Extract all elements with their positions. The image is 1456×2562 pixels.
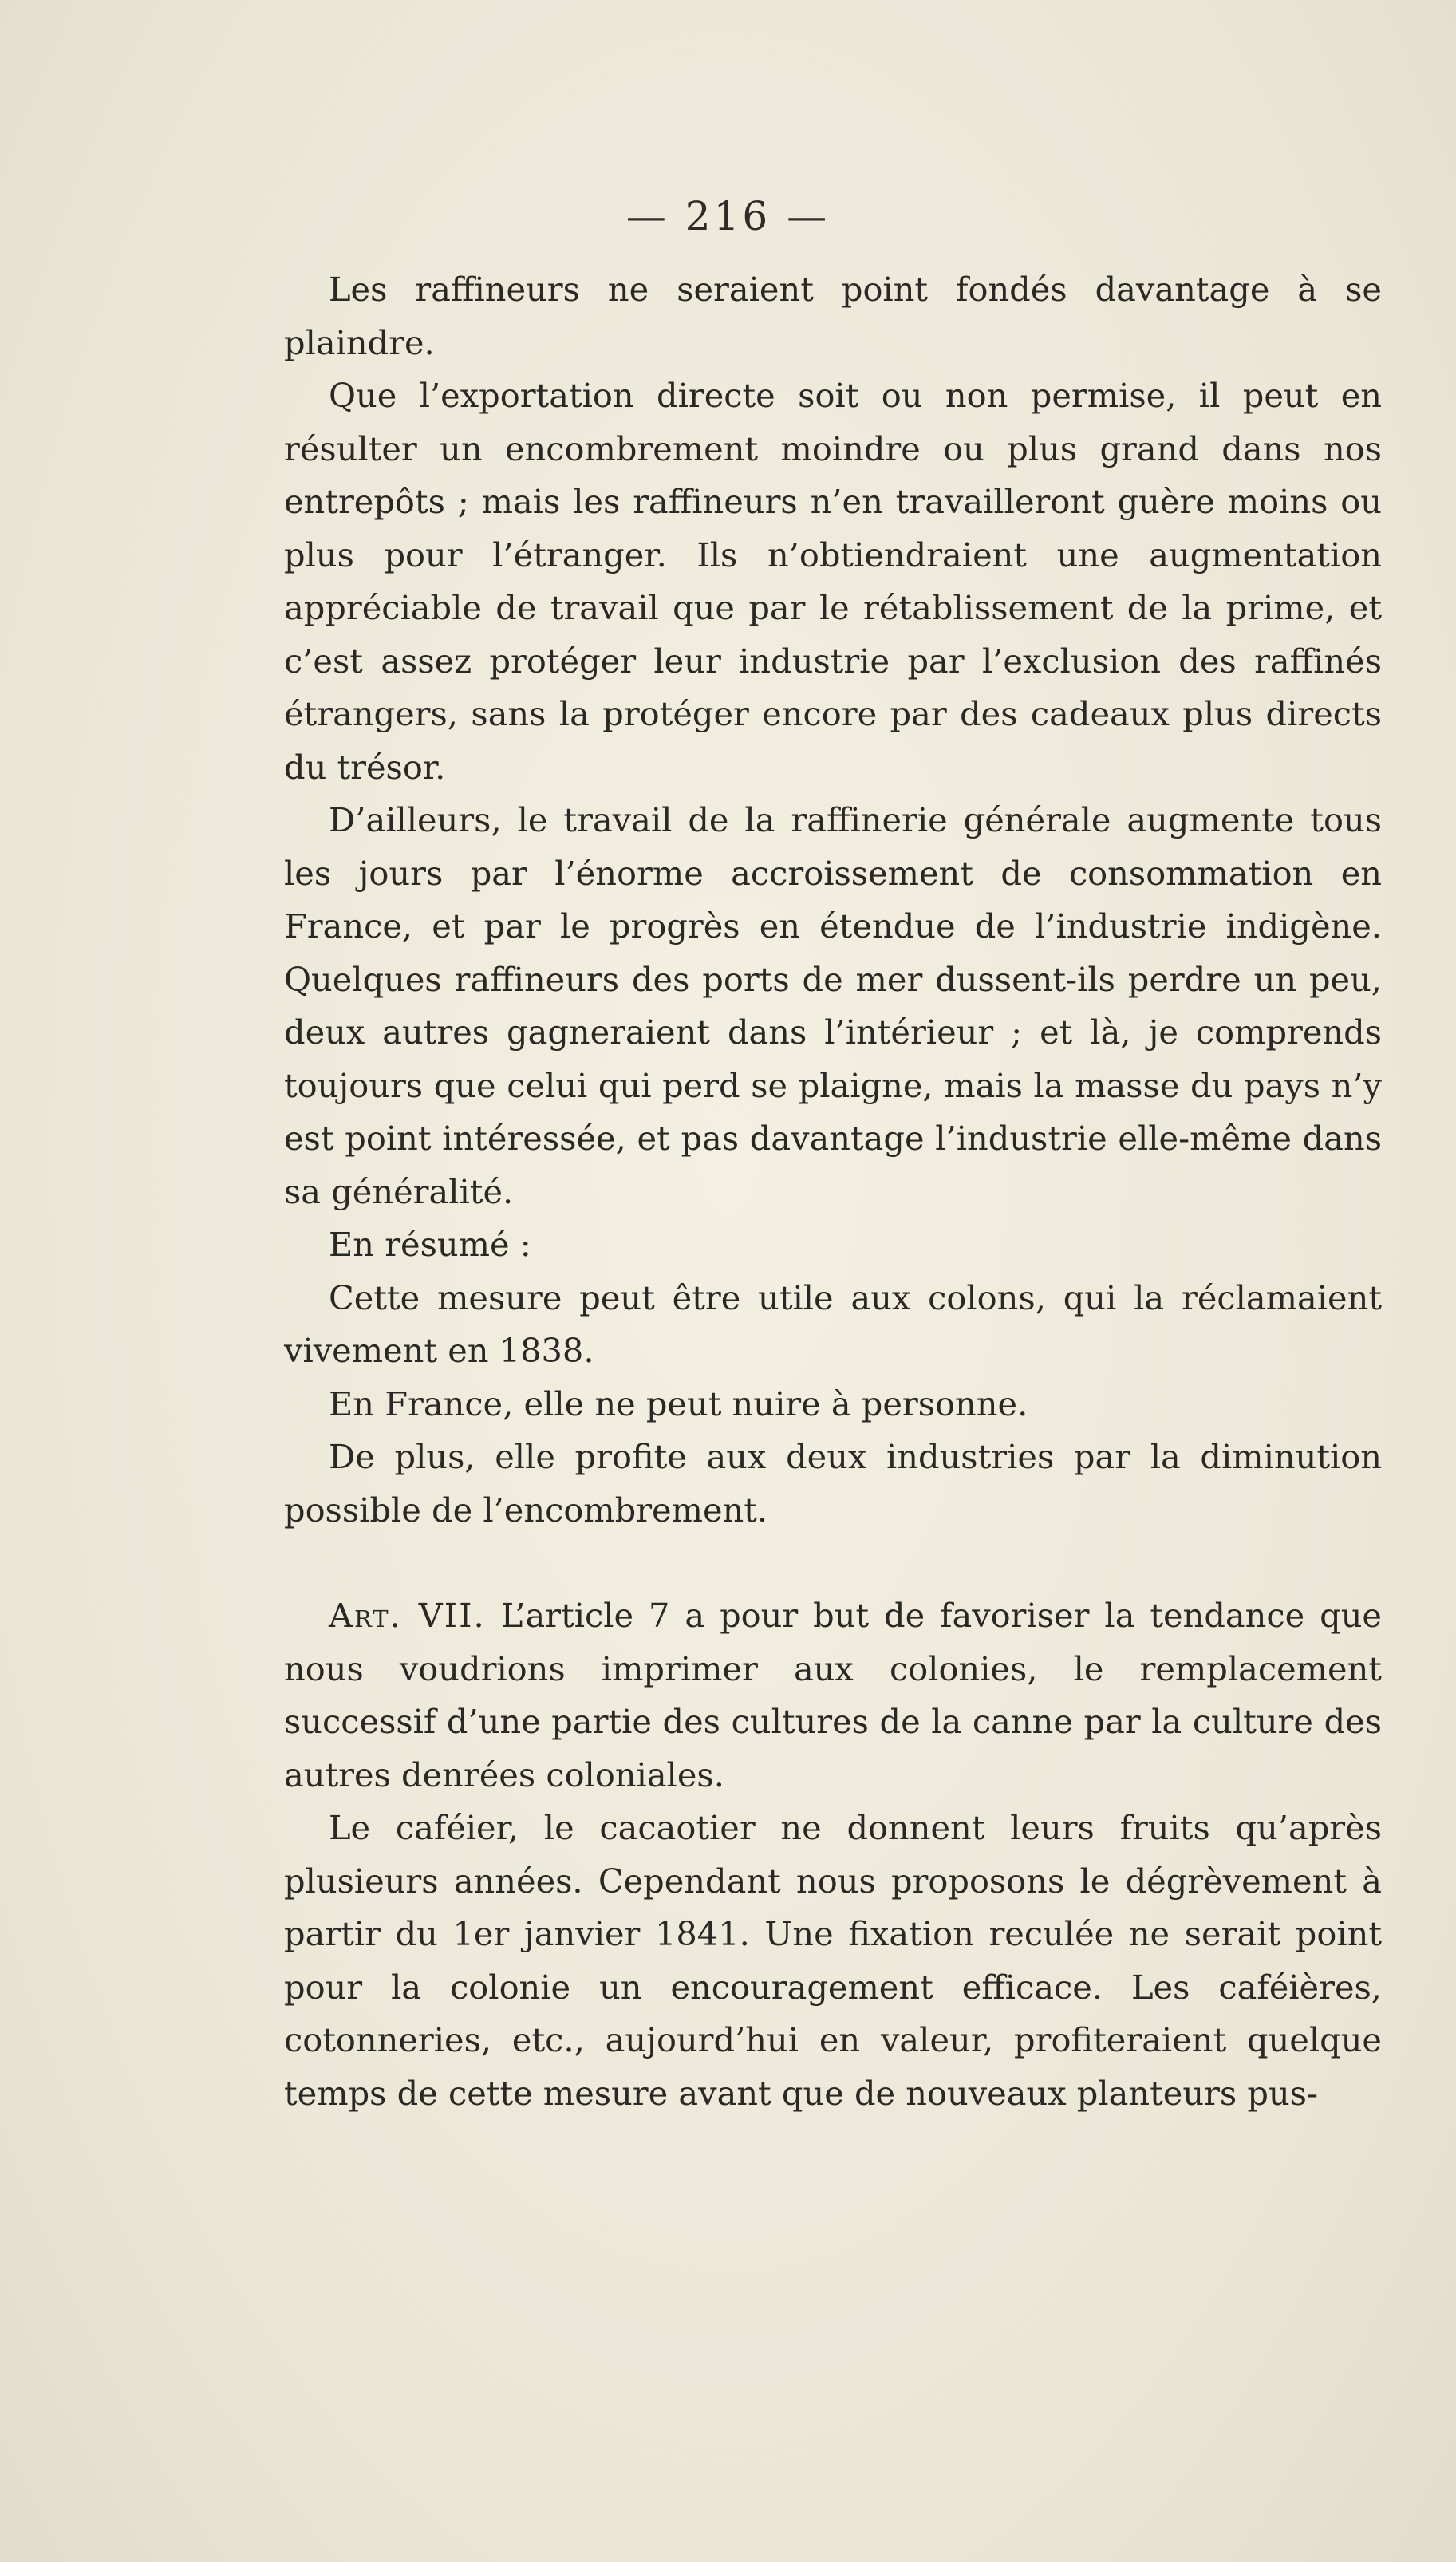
article-paragraph [284,1589,1382,1802]
paragraph: De plus, elle profite aux deux industries par la diminution possible de l’encombrement. [284,1437,1382,1530]
paragraph: Que l’exportation directe soit ou non permise, il peut en résulter un encombrement moindre ou plus grand dans nos entrepôts ; mais les raffineurs n’en travailleront guère moins ou plus pour l’étranger. Ils n’obtiendraient une augmentation appréciable de travail que par le rétablissement de la prime, et c’est assez protéger leur industrie par l’exclusion des raffinés étrangers, sans la protéger encore par des cadeaux plus directs du trésor. [284,376,1382,787]
paragraph: Les raffineurs ne seraient point fondés davantage à se plaindre. [284,270,1382,362]
page-number: — 216 — [625,193,831,239]
paragraph: En France, elle ne peut nuire à personne. [329,1384,1028,1423]
paragraph: En résumé : [329,1225,531,1264]
paragraph: Le caféier, le cacaotier ne donnent leurs fruits qu’après plusieurs années. Cependant nous proposons le dégrèvement à partir du 1er janvier 1841. Une fixation reculée ne serait point pour la colonie un encouragement efficace. Les caféières, cotonneries, etc., aujourd’hui en valeur, profiteraient quelque temps de cette mesure avant que de nouveaux planteurs pus- [284,1808,1382,2113]
article-text: L’article 7 a pour but de favoriser la tendance que nous voudrions imprimer aux colonies, le remplacement successif d’une partie des cultures de la canne par la culture des autres denrées coloniales. [284,1596,1382,1794]
paragraph: D’ailleurs, le travail de la raffinerie générale augmente tous les jours par l’énorme accroissement de consommation en France, et par le progrès en étendue de l’industrie indigène. Quelques raffineurs des ports de mer dussent-ils perdre un peu, deux autres gagneraient dans l’intérieur ; et là, je comprends toujours que celui qui perd se plaigne, mais la masse du pays n’y est point intéressée, et pas davantage l’industrie elle-même dans sa généralité. [284,800,1382,1211]
body-text [284,263,1382,2120]
paragraph: Cette mesure peut être utile aux colons, qui la réclamaient vivement en 1838. [284,1277,1382,1370]
article-label: Art. VII. [329,1596,486,1635]
